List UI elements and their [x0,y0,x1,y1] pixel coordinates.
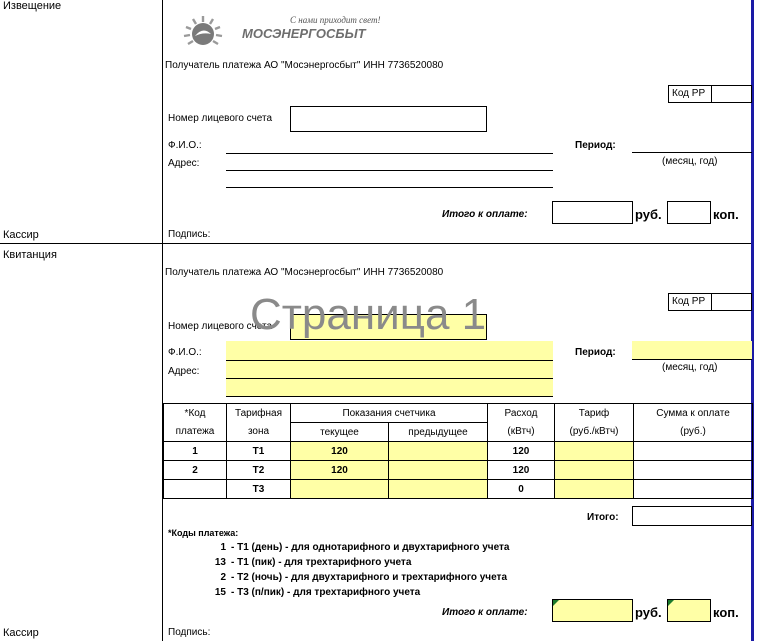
row-zone: Т2 [227,461,291,480]
code-num: 13 [214,557,226,568]
row-previous-input[interactable] [389,461,488,480]
receipt-recipient: Получатель платежа АО "Мосэнергосбыт" ИНН 7736520080 [165,267,444,278]
notice-address-label: Адрес: [168,158,200,169]
section-divider [0,243,751,244]
table-row [164,480,753,499]
notice-fio-label: Ф.И.О.: [168,140,202,151]
page-watermark: Страница 1 [250,290,487,339]
row-current-input[interactable]: 120 [291,442,389,461]
logo-sun-icon [180,12,226,52]
header-code-2: платежа [164,423,227,442]
logo-slogan: С нами приходит свет! [290,15,381,25]
code-text: - Т1 (пик) - для трехтарифного учета [231,557,412,568]
receipt-address-field-2[interactable] [226,379,553,397]
notice-label: Извещение [3,0,62,12]
header-previous: предыдущее [389,423,488,442]
header-usage-1: Расход [488,404,555,423]
header-sum-2: (руб.) [634,423,753,442]
header-sum-1: Сумма к оплате [634,404,753,423]
receipt-fio-field[interactable] [226,341,553,361]
notice-rub-label: руб. [635,207,662,222]
comment-marker-icon [553,600,559,606]
notice-address-line-2[interactable] [226,187,553,188]
code-num: 2 [220,572,226,583]
receipt-address-label: Адрес: [168,366,200,377]
notice-kod-rr-field[interactable] [711,85,752,103]
notice-period-hint: (месяц, год) [662,156,718,167]
notice-period-line[interactable] [632,152,752,153]
notice-kop-label: коп. [713,207,739,222]
row-code: 1 [164,442,227,461]
notice-signature-label: Подпись: [168,229,211,240]
code-num: 1 [220,542,226,553]
header-readings: Показания счетчика [291,404,488,423]
row-sum [634,461,753,480]
payment-table [163,403,753,499]
row-previous-input[interactable] [389,442,488,461]
receipt-kod-rr-label: Код РР [672,296,706,307]
receipt-kod-rr-field[interactable] [711,293,752,311]
notice-address-line-1[interactable] [226,170,553,171]
header-current: текущее [291,423,389,442]
row-current-input[interactable]: 120 [291,461,389,480]
header-code-1: *Код [164,404,227,423]
row-current-input[interactable] [291,480,389,499]
code-text: - Т1 (день) - для однотарифного и двухтарифного учета [231,542,510,553]
notice-rub-field[interactable] [552,201,633,224]
receipt-fio-label: Ф.И.О.: [168,347,202,358]
receipt-period-hint: (месяц, год) [662,362,718,373]
header-zone-1: Тарифная [227,404,291,423]
column-divider [162,0,163,641]
row-zone: Т3 [227,480,291,499]
notice-account-field[interactable] [290,106,487,132]
notice-account-label: Номер лицевого счета [168,113,273,124]
row-usage: 0 [488,480,555,499]
code-text: - Т2 (ночь) - для двухтарифного и трехтарифного учета [231,572,508,583]
cashier-label-top: Кассир [3,229,39,241]
receipt-kod-rr-box [668,293,712,311]
row-code: 2 [164,461,227,480]
itogo-label: Итого: [587,512,619,523]
logo-name: МОСЭНЕРГОСБЫТ [242,26,366,41]
row-tariff-input[interactable] [555,442,634,461]
row-sum [634,480,753,499]
receipt-kop-label: коп. [713,605,739,620]
notice-kod-rr-box [668,85,712,103]
row-usage: 120 [488,442,555,461]
row-zone: Т1 [227,442,291,461]
table-header-row-2 [164,423,753,442]
row-code [164,480,227,499]
code-num: 15 [214,587,226,598]
receipt-account-label: Номер лицевого счета [168,321,273,332]
table-header-row-1 [164,404,753,423]
notice-fio-line[interactable] [226,153,553,154]
notice-kop-field[interactable] [667,201,711,224]
code-text: - Т3 (п/пик) - для трехтарифного учета [231,587,421,598]
receipt-rub-label: руб. [635,605,662,620]
company-logo [180,12,395,52]
header-usage-2: (кВтч) [488,423,555,442]
row-sum [634,442,753,461]
receipt-label: Квитанция [3,249,57,261]
comment-marker-icon [668,600,674,606]
receipt-period-field[interactable] [632,341,752,360]
row-usage: 120 [488,461,555,480]
receipt-address-field-1[interactable] [226,361,553,379]
header-tariff-2: (руб./кВтч) [555,423,634,442]
table-row [164,461,753,480]
codes-title: *Коды платежа: [168,528,239,538]
row-tariff-input[interactable] [555,461,634,480]
receipt-rub-field[interactable] [552,599,633,622]
notice-period-label: Период: [575,140,616,151]
row-tariff-input[interactable] [555,480,634,499]
header-zone-2: зона [227,423,291,442]
header-tariff-1: Тариф [555,404,634,423]
notice-kod-rr-label: Код РР [672,88,706,99]
notice-recipient: Получатель платежа АО "Мосэнергосбыт" ИНН 7736520080 [165,60,444,71]
cashier-label-bottom: Кассир [3,627,39,639]
receipt-total-label: Итого к оплате: [442,607,528,618]
row-previous-input[interactable] [389,480,488,499]
receipt-period-label: Период: [575,347,616,358]
receipt-signature-label: Подпись: [168,627,211,638]
notice-total-label: Итого к оплате: [442,209,528,220]
itogo-field [632,506,752,526]
table-row [164,442,753,461]
